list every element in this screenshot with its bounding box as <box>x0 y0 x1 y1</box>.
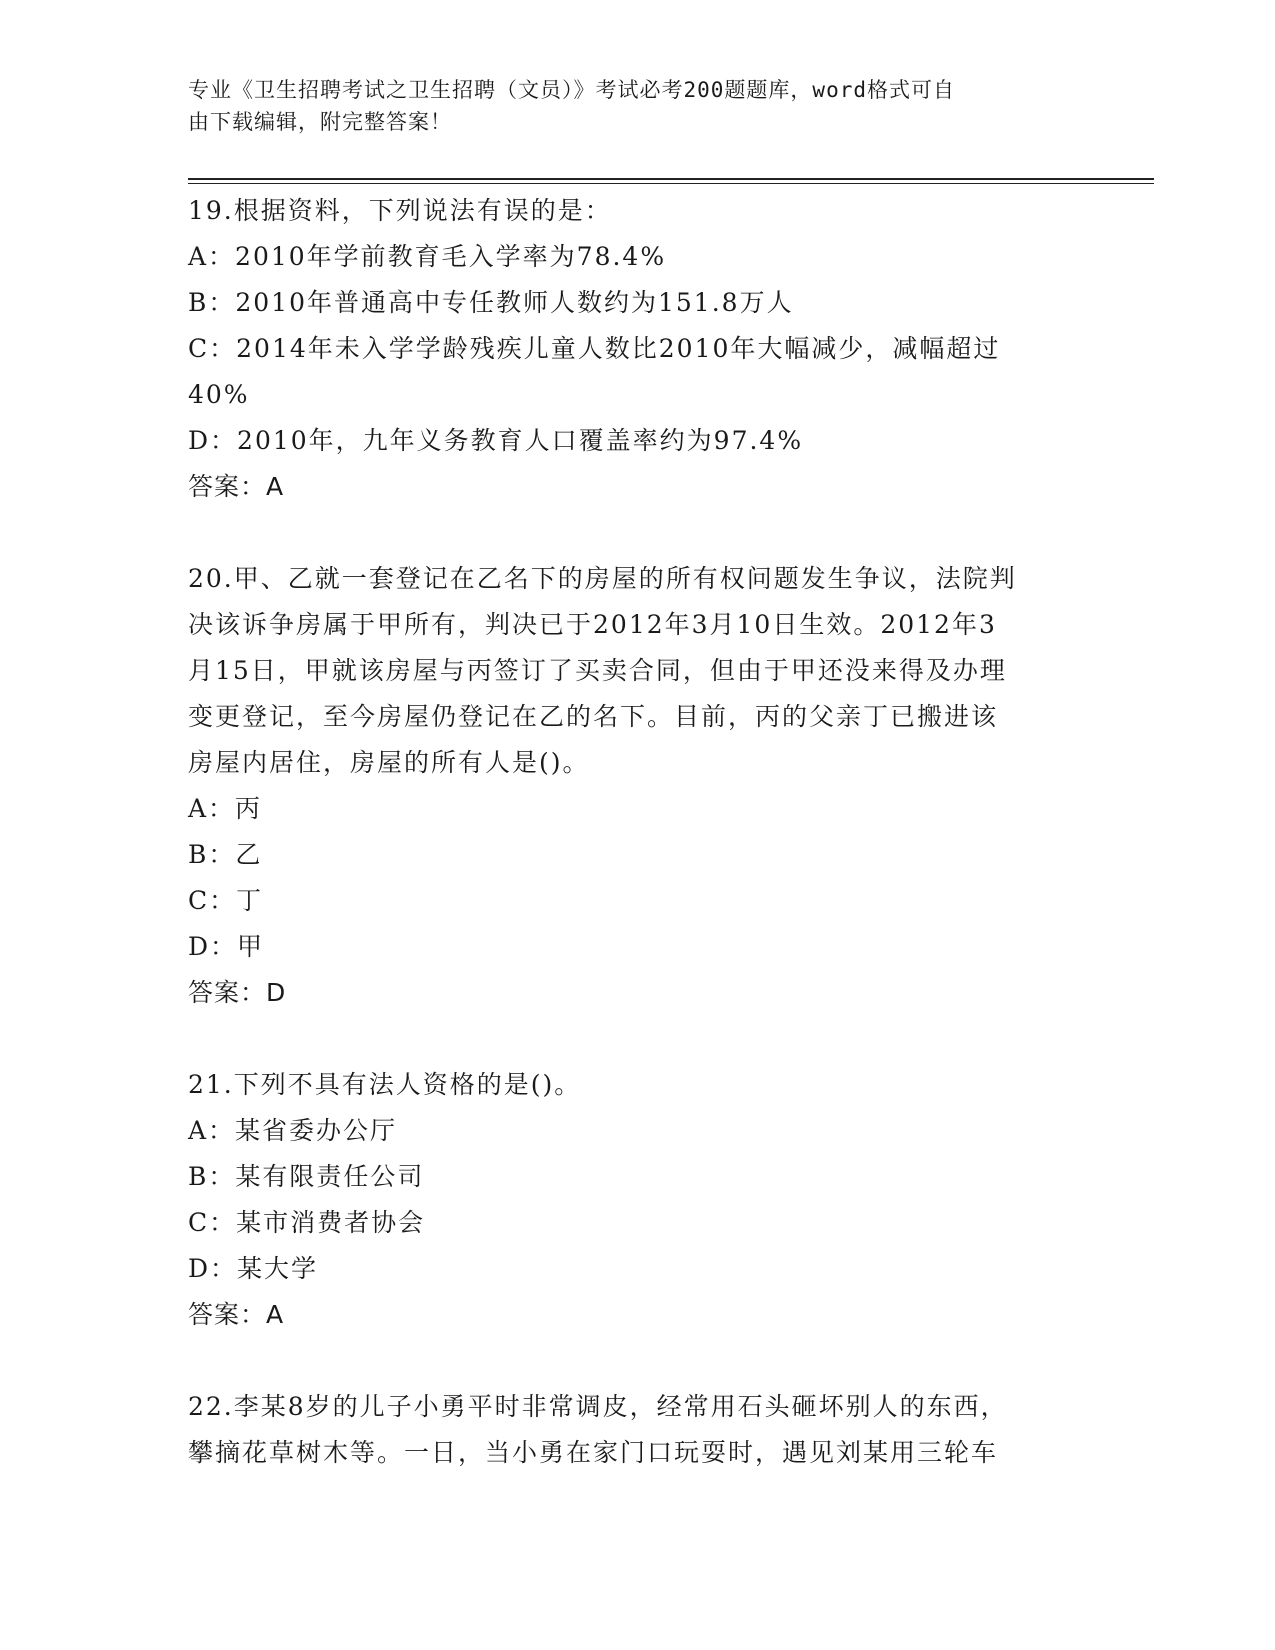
option-c: C：2014年未入学学龄残疾儿童人数比2010年大幅减少，减幅超过 <box>188 334 1001 363</box>
option-a: A：2010年学前教育毛入学率为78.4% <box>188 242 667 271</box>
header-line-1: 专业《卫生招聘考试之卫生招聘（文员）》考试必考200题题库，word格式可自 <box>188 78 955 102</box>
question-stem-line-1: 22.李某8岁的儿子小勇平时非常调皮，经常用石头砸坏别人的东西， <box>188 1392 1008 1421</box>
option-c: C：某市消费者协会 <box>188 1208 426 1237</box>
option-c-continued: 40% <box>188 380 250 409</box>
header-divider-thick <box>188 178 1154 180</box>
answer: 答案：A <box>188 1300 285 1329</box>
option-d: D：甲 <box>188 932 265 961</box>
header-divider-thin <box>188 183 1154 184</box>
answer: 答案：A <box>188 472 285 501</box>
question-20 <box>188 556 1068 1016</box>
option-c: C：丁 <box>188 886 264 915</box>
answer: 答案：D <box>188 978 287 1007</box>
question-stem-line-3: 月15日，甲就该房屋与丙签订了买卖合同，但由于甲还没来得及办理 <box>188 656 1007 685</box>
question-stem: 19.根据资料，下列说法有误的是： <box>188 196 612 225</box>
question-21 <box>188 1062 1068 1338</box>
question-stem-line-4: 变更登记，至今房屋仍登记在乙的名下。目前，丙的父亲丁已搬进该 <box>188 702 999 731</box>
question-stem-line-5: 房屋内居住，房屋的所有人是()。 <box>188 748 590 777</box>
question-stem: 21.下列不具有法人资格的是()。 <box>188 1070 582 1099</box>
option-a: A：某省委办公厅 <box>188 1116 398 1145</box>
option-d: D：2010年，九年义务教育人口覆盖率约为97.4% <box>188 426 804 455</box>
header-line-2: 由下载编辑，附完整答案！ <box>188 110 452 134</box>
question-stem-line-2: 攀摘花草树木等。一日，当小勇在家门口玩耍时，遇见刘某用三轮车 <box>188 1438 999 1467</box>
option-a: A：丙 <box>188 794 263 823</box>
option-b: B：某有限责任公司 <box>188 1162 425 1191</box>
question-stem-line-2: 决该诉争房属于甲所有，判决已于2012年3月10日生效。2012年3 <box>188 610 997 639</box>
question-19 <box>188 188 1068 510</box>
document-header <box>188 74 1068 138</box>
option-b: B：2010年普通高中专任教师人数约为151.8万人 <box>188 288 794 317</box>
option-b: B：乙 <box>188 840 263 869</box>
question-22 <box>188 1384 1068 1476</box>
question-list <box>188 188 1068 1522</box>
option-d: D：某大学 <box>188 1254 319 1283</box>
question-stem-line-1: 20.甲、乙就一套登记在乙名下的房屋的所有权问题发生争议，法院判 <box>188 564 1017 593</box>
